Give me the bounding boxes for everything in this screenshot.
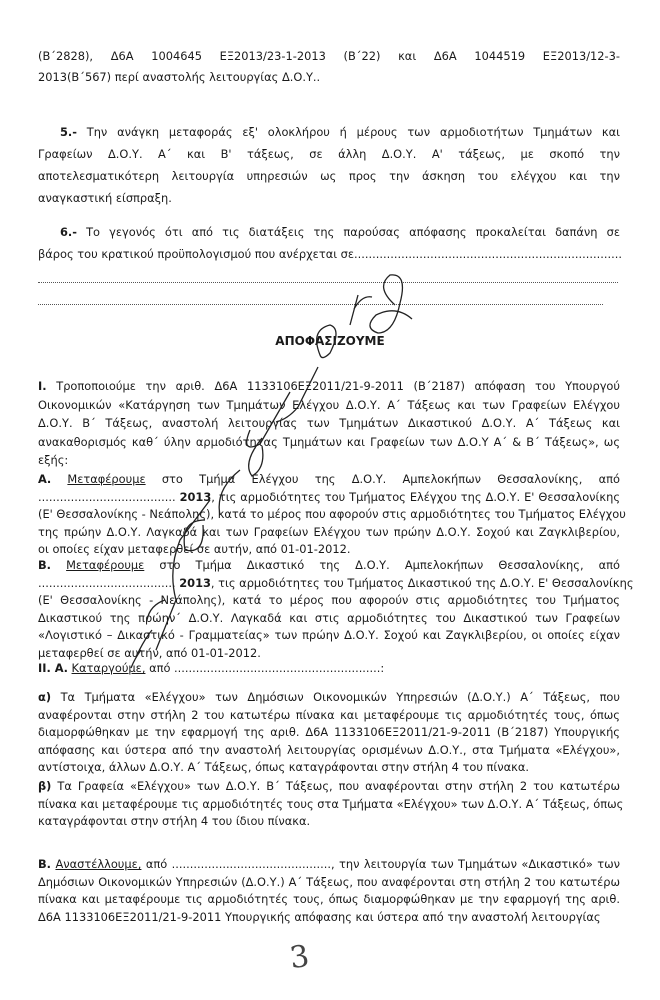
paragraph-section-II-A — [38, 659, 620, 677]
text-span: Το γεγονός ότι από τις διατάξεις της παρούσας απόφασης προκαλείται δαπάνη σε — [76, 225, 620, 239]
text-line — [38, 243, 620, 265]
bold-label: 6.- — [60, 225, 77, 239]
text-span: εξής: — [38, 453, 69, 467]
underlined-verb: Μεταφέρουμε — [67, 472, 146, 486]
text-line — [38, 67, 620, 88]
text-line — [38, 856, 620, 874]
bold-label: 5.- — [60, 125, 77, 139]
blank-dotted-line — [38, 282, 618, 283]
text-span: αντίστοιχα, άλλων Δ.Ο.Υ. Α΄ Τάξεως, όπως καταγράφονται στην στήλη 4 του πίνακα. — [38, 760, 529, 774]
text-line — [38, 627, 620, 645]
text-span — [51, 558, 66, 572]
text-span: της πρώην Δ.Ο.Υ. Λαγκαδά και των Γραφείων Ελέγχου των πρώην Δ.Ο.Υ. Σοχού και Ζαγκλιβερίου, — [38, 524, 620, 539]
bold-label: α) — [38, 690, 52, 704]
text-span: πίνακα και μεταφέρουμε τις αρμοδιότητές τους στα Τμήματα «Ελέγχου» των Δ.Ο.Υ. Α΄ Τάξεως, όπως — [38, 796, 624, 811]
bold-label: β) — [38, 779, 52, 793]
text-span: (Ε' Θεσσαλονίκης - Νεάπολης), κατά το μέρος που αφορούν στις αρμοδιότητες του Τμήματος Ελέγχου — [38, 507, 626, 521]
text-span: Δημόσιων Οικονομικών Υπηρεσιών (Δ.Ο.Υ.) Α΄ Τάξεως, που αναφέρονται στη στήλη 2 του κατωτέρω — [38, 874, 620, 889]
text-span: πίνακα και μεταφέρουμε τις αρμοδιότητές τους, όπως διαμορφώθηκαν με την εφαρμογή της αριθ. — [38, 892, 620, 906]
text-span: Γραφείων Δ.Ο.Υ. Α΄ και Β' τάξεως, σε άλλη Δ.Ο.Υ. Α' τάξεως, με σκοπό την — [38, 147, 620, 161]
underlined-verb: Μεταφέρουμε — [66, 558, 145, 572]
paragraph-item-5 — [38, 121, 620, 209]
text-span: μεταφερθεί σε αυτήν, από 01-01-2012. — [38, 645, 261, 660]
text-span: από .........................................................: — [145, 661, 385, 675]
text-span: , τις αρμοδιότητες του Τμήματος Δικαστικού της Δ.Ο.Υ. Ε' Θεσσαλονίκης — [210, 575, 634, 590]
text-span: ...................................... — [38, 489, 180, 504]
text-line — [38, 221, 620, 243]
bold-label: Ι. — [38, 379, 47, 393]
paragraph-intro-tail — [38, 46, 620, 88]
text-span: οι οποίες είχαν μεταφερθεί σε αυτήν, από 01-01-2012. — [38, 542, 351, 556]
text-line — [38, 165, 620, 187]
bold-label: Α. — [38, 472, 52, 486]
text-span: 2013(Β΄567) περί αναστολής λειτουργίας Δ.Ο.Υ.. — [38, 70, 321, 84]
text-span: στο Τμήμα Δικαστικό της Δ.Ο.Υ. Αμπελοκήπων Θεσσαλονίκης, από — [144, 558, 620, 572]
text-span — [51, 472, 67, 486]
text-line — [38, 796, 624, 814]
text-span: βάρος του κρατικού προϋπολογισμού που ανέρχεται σε.......................................................................... — [38, 247, 622, 261]
paragraph-section-I — [38, 377, 620, 470]
text-line — [38, 506, 626, 524]
text-line — [38, 541, 620, 559]
text-line — [38, 46, 620, 67]
text-span: αναφέρονται στην στήλη 2 του κατωτέρω πίνακα και μεταφέρουμε τις αρμοδιότητές τους, όπως — [38, 707, 620, 722]
watermark-stroke — [350, 295, 372, 325]
bold-label: Β. — [38, 857, 52, 871]
text-line — [38, 575, 634, 593]
text-span: αποτελεσματικότερη λειτουργία υπηρεσιών ως προς την άσκηση του ελέγχου και την — [38, 169, 620, 183]
text-line — [38, 187, 620, 209]
text-line — [38, 689, 620, 707]
text-line — [38, 451, 620, 470]
text-line — [38, 659, 620, 677]
paragraph-section-II-A-a — [38, 689, 620, 777]
text-span: Τα Γραφεία «Ελέγχου» των Δ.Ο.Υ. Β΄ Τάξεως, που αναφέρονται στην στήλη 2 του κατωτέρω — [51, 779, 620, 793]
text-span: ανακαθορισμός καθ΄ ύλην αρμοδιότητας Τμημάτων και Γραφείων των Δ.Ο.Υ Α΄ & Β΄ Τάξεως», ως — [38, 434, 620, 449]
text-span: Δ6Α 1133106ΕΞ2011/21-9-2011 Υπουργικής απόφασης και ύστερα από την αναστολή λειτουργίας — [38, 909, 601, 924]
text-span: Δ.Ο.Υ. Β΄ Τάξεως, αναστολή λειτουργίας των Τμημάτων Δικαστικού Δ.Ο.Υ. Α΄ Τάξεως και — [38, 416, 620, 430]
text-line — [38, 143, 620, 165]
text-line — [38, 557, 620, 575]
paragraph-section-II-B — [38, 856, 620, 926]
text-line — [38, 759, 620, 777]
text-span: , τις αρμοδιότητες του Τμήματος Ελέγχου της Δ.Ο.Υ. Ε' Θεσσαλονίκης — [211, 489, 620, 504]
page-number: 3 — [287, 938, 312, 977]
text-span: Τα Τμήματα «Ελέγχου» των Δημόσιων Οικονομικών Υπηρεσιών (Δ.Ο.Υ.) Α΄ Τάξεως, που — [51, 690, 620, 704]
text-line — [38, 778, 620, 796]
underlined-verb: Αναστέλλουμε, — [55, 857, 142, 871]
text-span: (Β΄2828), Δ6Α 1004645 ΕΞ2013/23-1-2013 (Β΄22) και Δ6Α 1044519 ΕΞ2013/12-3- — [38, 49, 620, 63]
text-line — [38, 121, 620, 143]
text-line — [38, 377, 620, 396]
text-span: Τροποποιούμε την αριθ. Δ6Α 1133106ΕΞ2011/21-9-2011 (Β΄2187) απόφαση του Υπουργού — [46, 379, 620, 393]
text-line — [38, 471, 620, 489]
text-span: αναγκαστική είσπραξη. — [38, 191, 172, 205]
text-line — [38, 707, 620, 725]
paragraph-section-I-B — [38, 557, 634, 662]
text-span: Δικαστικού της πρώην΄ Δ.Ο.Υ. Λαγκαδά και στις αρμοδιότητες του Δικαστικού των Γραφείων — [38, 610, 620, 625]
text-span: ...................................... — [38, 575, 180, 590]
bold-label: Β. — [38, 558, 52, 572]
text-span: στο Τμήμα Ελέγχου της Δ.Ο.Υ. Αμπελοκήπων Θεσσαλονίκης, από — [145, 472, 620, 486]
text-line — [38, 524, 620, 542]
text-span: απόφασης και ύστερα από την αναστολή λειτουργίας ορισμένων Δ.Ο.Υ., στα Τμήματα «Ελέγχου», — [38, 742, 620, 757]
text-line — [38, 874, 620, 892]
text-span: «Λογιστικό – Δικαστικό - Γραμματείας» των πρώην Δ.Ο.Υ. Σοχού και Ζαγκλιβερίου, οι οποίες είχαν — [38, 628, 620, 642]
paragraph-section-I-A — [38, 471, 626, 559]
text-line — [38, 724, 620, 742]
bold-label: 2013 — [179, 575, 211, 590]
blank-dotted-line — [38, 304, 603, 305]
section-heading: ΑΠΟΦΑΣΙΖΟΥΜΕ — [275, 334, 385, 348]
bold-label: ΙΙ. Α. — [38, 661, 68, 675]
text-span: διαμορφώθηκαν με την εφαρμογή της αριθ. Δ6Α 1133106ΕΞ2011/21-9-2011 (Β΄2187) Υπουργικής — [38, 725, 620, 739]
text-span: (Ε' Θεσσαλονίκης - Νεάπολης), κατά το μέρος που αφορούν στις αρμοδιότητες του Τμήματος — [38, 593, 620, 607]
text-line — [38, 592, 620, 610]
text-line — [38, 396, 620, 415]
paragraph-section-II-A-b — [38, 778, 624, 831]
text-span: Οικονομικών «Κατάργηση των Τμημάτων Ελέγχου Δ.Ο.Υ. Α΄ Τάξεως και των Γραφείων Ελέγχου — [38, 397, 620, 412]
text-line — [38, 909, 620, 927]
text-line — [38, 414, 620, 433]
text-line — [38, 610, 620, 628]
underlined-verb: Καταργούμε, — [71, 661, 146, 675]
text-line — [38, 813, 620, 831]
bold-label: 2013 — [179, 489, 212, 504]
text-span: από ............................................, την λειτουργία των Τμημάτων «Δικαστικό» των — [141, 857, 620, 871]
text-line — [38, 891, 620, 909]
text-span: Την ανάγκη μεταφοράς εξ' ολοκλήρου ή μέρους των αρμοδιοτήτων Τμημάτων και — [76, 125, 620, 139]
text-span: καταγράφονται στην στήλη 4 του ίδιου πίνακα. — [38, 814, 311, 828]
text-line — [38, 433, 620, 452]
paragraph-item-6 — [38, 221, 620, 265]
text-line — [38, 489, 620, 507]
text-line — [38, 742, 620, 760]
